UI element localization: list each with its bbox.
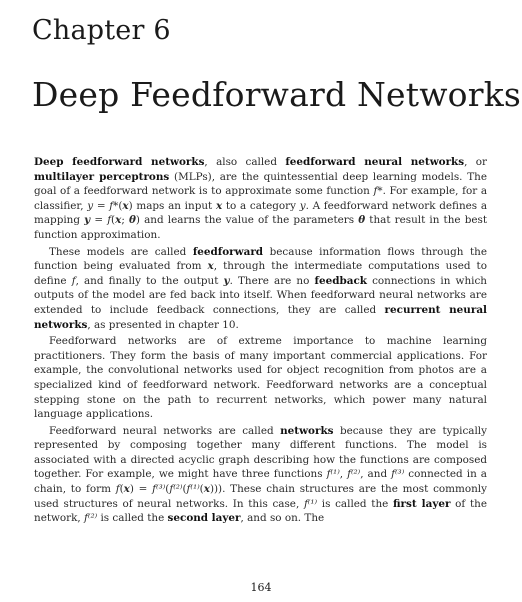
math-symbol: f⁽¹⁾: [186, 483, 200, 496]
text-run: . A feedforward network defines a mapping: [34, 199, 488, 227]
bold-term: feedforward neural networks: [285, 156, 465, 168]
text-run: (: [165, 483, 170, 496]
text-run: connections in which outputs of the model are fed back into itself. When feedforward neural networks are extended to include feedback connections, they are called: [34, 274, 487, 316]
math-vector: x: [215, 199, 223, 212]
math-symbol: y: [299, 199, 306, 212]
math-symbol: f⁽²⁾: [169, 483, 183, 496]
paragraph: [34, 155, 487, 243]
math-symbol: f: [71, 274, 76, 287]
text-run: =: [93, 199, 110, 212]
bold-term: multilayer perceptrons: [34, 170, 170, 183]
text-run: ))). These chain structures are the most commonly used structures of neural networks. In this case,: [34, 483, 487, 510]
text-run: (: [119, 483, 124, 496]
text-run: (: [111, 214, 116, 227]
text-run: ,: [339, 468, 348, 481]
math-vector: x: [123, 483, 130, 496]
paragraph: [34, 334, 487, 422]
chapter-title: Deep Feedforward Networks: [32, 75, 522, 114]
body-text: [34, 155, 487, 526]
text-run: , and so on. The: [240, 512, 325, 525]
math-symbol: f*: [109, 199, 119, 212]
math-symbol: f⁽¹⁾: [303, 497, 318, 510]
text-run: connected in a chain, to form: [34, 468, 487, 496]
paragraph: [34, 424, 487, 526]
text-run: , also called: [204, 156, 286, 168]
text-run: because information flows through the function being evaluated from: [34, 245, 487, 273]
math-symbol: f⁽³⁾: [152, 483, 166, 496]
text-run: is called the: [317, 497, 393, 510]
text-run: , and finally to the output: [75, 274, 224, 287]
math-symbol: y: [87, 199, 94, 212]
math-vector: x: [115, 214, 122, 227]
math-vector: x: [122, 199, 129, 212]
text-run: (: [182, 483, 187, 496]
text-run: ) maps an input: [128, 199, 216, 212]
text-run: , through the intermediate computations used to define: [34, 260, 487, 287]
math-symbol: f⁽²⁾: [347, 468, 361, 481]
bold-term: feedback: [314, 274, 367, 287]
text-run: , and: [360, 468, 392, 481]
math-vector: y: [84, 214, 91, 227]
text-run: =: [90, 214, 108, 227]
page-number: 164: [250, 581, 272, 594]
math-vector: x: [203, 483, 210, 496]
bold-term: first layer: [392, 497, 451, 510]
bold-term: recurrent neural networks: [34, 303, 487, 331]
text-run: , or: [464, 156, 487, 168]
text-run: of the network,: [34, 497, 487, 525]
math-vector: x: [207, 260, 214, 273]
text-run: , as presented in chapter 10.: [87, 318, 239, 331]
chapter-label: Chapter 6: [32, 15, 171, 46]
text-run: that result in the best function approximation.: [34, 214, 488, 241]
math-symbol: f⁽³⁾: [391, 468, 405, 481]
text-run: (: [118, 199, 123, 212]
bold-term: second layer: [167, 512, 241, 525]
math-symbol: f: [107, 214, 112, 227]
text-run: Feedforward networks are of extreme importance to machine learning practitioners. They form the basis of many important commercial applications. For example, the convolutional networks used for object recognition from photos are a specialized kind of feedforward network. Feedforward networks are a conceptual stepping stone on the path to recurrent networks, which power many natural language applications.: [34, 335, 487, 421]
text-run: These models are called: [49, 245, 193, 258]
text-run: to a category: [222, 199, 300, 212]
text-run: because they are typically represented by composing together many different functions. The model is associated with a directed acyclic graph describing how the functions are composed together. For example, we might have three functions: [34, 424, 487, 481]
text-run: is called the: [97, 512, 168, 525]
math-vector: θ: [358, 214, 366, 227]
math-symbol: f⁽¹⁾: [326, 468, 340, 481]
bold-term: Deep feedforward networks: [34, 156, 205, 168]
math-symbol: f⁽²⁾: [84, 512, 98, 525]
text-run: . For example, for a classifier,: [34, 185, 488, 212]
text-run: Feedforward neural networks are called: [49, 424, 281, 437]
paragraph: [34, 245, 487, 333]
text-run: ;: [121, 214, 129, 227]
text-run: ) and learns the value of the parameters: [135, 214, 359, 227]
math-symbol: f: [115, 483, 120, 496]
math-symbol: f*: [373, 185, 383, 198]
text-run: (: [199, 483, 204, 496]
math-vector: θ: [128, 214, 136, 227]
text-run: ) =: [129, 483, 153, 496]
text-run: . There are no: [229, 274, 315, 287]
math-vector: y: [223, 274, 230, 287]
text-run: (MLPs), are the quintessential deep learning models. The goal of a feedforward network is to approximate some function: [34, 170, 488, 198]
bold-term: networks: [280, 424, 334, 437]
bold-term: feedforward: [192, 245, 264, 258]
